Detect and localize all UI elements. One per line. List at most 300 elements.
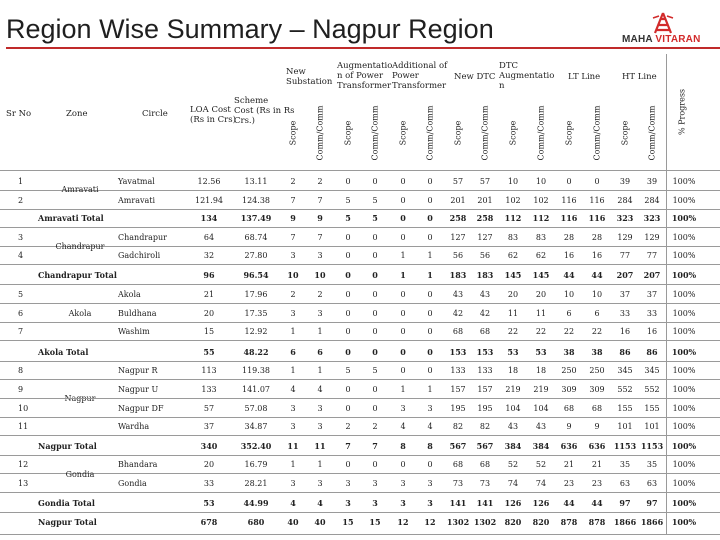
row-value: 258	[476, 213, 494, 223]
row-value: 4	[290, 498, 296, 508]
row-value: 1153	[613, 441, 637, 451]
row-value: 0	[345, 177, 351, 186]
row-value: 3	[290, 479, 296, 488]
row-scheme-cost: 16.79	[244, 460, 268, 469]
row-scheme-cost: 44.99	[243, 498, 269, 508]
row-value: 112	[504, 213, 522, 223]
row-loa-cost: 37	[203, 422, 215, 431]
row-value: 21	[563, 460, 575, 469]
row-value: 18	[535, 366, 547, 375]
row-sr-no: 1	[18, 177, 24, 186]
row-value: 16	[646, 327, 658, 336]
row-loa-cost: 134	[200, 213, 218, 223]
row-value: 250	[561, 366, 577, 375]
row-value: 127	[477, 233, 493, 242]
header-scheme-cost: Cost (Rs in Rs	[234, 106, 295, 116]
row-value: 10	[314, 270, 326, 280]
row-zone-total: Chandrapur Total	[38, 270, 117, 280]
row-value: 10	[591, 290, 603, 299]
row-divider	[0, 473, 720, 474]
row-value: 38	[563, 347, 575, 357]
row-value: 567	[476, 441, 494, 451]
row-scheme-cost: 137.49	[240, 213, 272, 223]
row-value: 101	[617, 422, 633, 431]
row-value: 0	[427, 177, 433, 186]
row-divider	[0, 322, 720, 323]
row-loa-cost: 20	[203, 309, 215, 318]
row-value: 33	[619, 309, 631, 318]
header-dtc-augmentation: Augmentatio	[499, 71, 555, 81]
row-value: 104	[533, 404, 549, 413]
header-additional-power-transformer: Additional of	[392, 61, 448, 71]
row-value: 0	[345, 327, 351, 336]
row-value: 7	[317, 233, 323, 242]
logo-text-vitaran: VITARAN	[655, 34, 701, 45]
row-value: 9	[317, 213, 323, 223]
row-value: 1	[400, 270, 406, 280]
row-value: 9	[566, 422, 572, 431]
row-value: 0	[372, 290, 378, 299]
row-value: 77	[619, 251, 631, 260]
row-value: 39	[646, 177, 658, 186]
row-circle: Bhandara	[118, 460, 158, 469]
row-value: 3	[345, 479, 351, 488]
table-bottom-rule	[0, 534, 720, 535]
row-value: 40	[314, 517, 326, 527]
row-divider	[0, 398, 720, 399]
row-value: 1	[290, 460, 296, 469]
row-loa-cost: 53	[203, 498, 215, 508]
row-value: 3	[290, 404, 296, 413]
row-circle: Washim	[118, 327, 150, 336]
row-value: 0	[372, 233, 378, 242]
row-value: 127	[450, 233, 466, 242]
row-circle: Nagpur DF	[118, 404, 164, 413]
row-value: 68	[452, 327, 464, 336]
row-value: 0	[400, 309, 406, 318]
row-value: 22	[563, 327, 575, 336]
row-value: 0	[400, 347, 406, 357]
row-value: 3	[290, 251, 296, 260]
row-value: 219	[505, 385, 521, 394]
header-scope: Scope	[453, 120, 463, 146]
row-divider	[0, 303, 720, 304]
row-value: 116	[561, 196, 577, 205]
row-value: 33	[646, 309, 658, 318]
row-value: 68	[479, 327, 491, 336]
row-value: 3	[317, 404, 323, 413]
row-progress: 100%	[672, 177, 696, 186]
row-value: 3	[427, 404, 433, 413]
header-lt-line: LT Line	[568, 72, 601, 82]
row-progress: 100%	[672, 422, 696, 431]
row-value: 3	[400, 404, 406, 413]
row-value: 4	[317, 498, 323, 508]
row-value: 0	[345, 404, 351, 413]
row-circle: Gadchiroli	[118, 251, 161, 260]
row-value: 35	[646, 460, 658, 469]
row-value: 1	[400, 385, 406, 394]
row-value: 68	[563, 404, 575, 413]
row-value: 1	[427, 385, 433, 394]
row-sr-no: 13	[18, 479, 29, 488]
header-scope: Scope	[564, 120, 574, 146]
row-value: 43	[535, 422, 547, 431]
row-value: 157	[450, 385, 466, 394]
row-value: 7	[372, 441, 378, 451]
row-value: 201	[477, 196, 493, 205]
row-zone: Akola	[68, 309, 92, 318]
header-additional-power-transformer: Power	[392, 71, 419, 81]
row-value: 2	[290, 290, 296, 299]
row-value: 183	[449, 270, 467, 280]
row-progress: 100%	[671, 441, 697, 451]
row-value: 636	[560, 441, 578, 451]
row-value: 0	[372, 270, 378, 280]
row-sr-no: 6	[18, 309, 24, 318]
row-value: 38	[591, 347, 603, 357]
row-value: 0	[400, 290, 406, 299]
header-scope: Scope	[343, 120, 353, 146]
row-loa-cost: 133	[201, 385, 217, 394]
row-scheme-cost: 57.08	[244, 404, 268, 413]
row-value: 1	[317, 366, 323, 375]
row-value: 5	[345, 196, 351, 205]
row-value: 0	[427, 233, 433, 242]
row-circle: Akola	[118, 290, 141, 299]
row-scheme-cost: 28.21	[244, 479, 268, 488]
header-augmentation-power-transformer: n of Power	[337, 71, 384, 81]
row-value: 0	[566, 177, 572, 186]
row-value: 6	[594, 309, 600, 318]
row-sr-no: 12	[18, 460, 29, 469]
header-progress: % Progress	[677, 88, 687, 136]
row-value: 104	[505, 404, 521, 413]
row-loa-cost: 12.56	[197, 177, 221, 186]
header-comm: Comm/Comm	[370, 105, 380, 161]
row-value: 145	[504, 270, 522, 280]
header-dtc-augmentation: DTC	[499, 61, 518, 71]
row-value: 3	[290, 309, 296, 318]
row-value: 345	[617, 366, 633, 375]
row-scheme-cost: 17.35	[244, 309, 268, 318]
row-sr-no: 10	[18, 404, 29, 413]
row-value: 44	[563, 498, 575, 508]
header-zone: Zone	[66, 109, 88, 119]
header-scope: Scope	[398, 120, 408, 146]
row-value: 1	[290, 366, 296, 375]
row-circle: Gondia	[118, 479, 147, 488]
row-value: 2	[372, 422, 378, 431]
row-value: 0	[427, 366, 433, 375]
row-value: 5	[345, 213, 351, 223]
row-loa-cost: 678	[200, 517, 218, 527]
row-value: 0	[427, 460, 433, 469]
row-value: 1302	[473, 517, 497, 527]
row-value: 43	[452, 290, 464, 299]
row-value: 0	[427, 347, 433, 357]
row-value: 20	[535, 290, 547, 299]
page-title: Region Wise Summary – Nagpur Region	[6, 14, 494, 44]
row-value: 86	[619, 347, 631, 357]
row-value: 3	[290, 422, 296, 431]
row-value: 62	[535, 251, 547, 260]
row-value: 10	[535, 177, 547, 186]
row-value: 39	[619, 177, 631, 186]
row-sr-no: 2	[18, 196, 24, 205]
row-value: 1866	[640, 517, 664, 527]
row-value: 129	[617, 233, 633, 242]
row-value: 63	[646, 479, 658, 488]
row-circle: Yavatmal	[118, 177, 155, 186]
row-value: 1	[427, 251, 433, 260]
row-loa-cost: 96	[203, 270, 215, 280]
row-circle: Chandrapur	[118, 233, 168, 242]
row-zone: Amravati	[61, 185, 99, 194]
header-comm: Comm/Comm	[536, 105, 546, 161]
row-value: 878	[560, 517, 578, 527]
row-value: 1	[290, 327, 296, 336]
row-value: 22	[591, 327, 603, 336]
row-value: 141	[449, 498, 467, 508]
row-value: 8	[427, 441, 433, 451]
row-value: 3	[427, 498, 433, 508]
row-value: 16	[591, 251, 603, 260]
row-value: 0	[427, 327, 433, 336]
row-divider	[0, 264, 720, 265]
row-value: 116	[588, 213, 606, 223]
row-value: 10	[563, 290, 575, 299]
row-value: 116	[589, 196, 605, 205]
row-value: 345	[644, 366, 660, 375]
row-value: 11	[287, 441, 299, 451]
row-divider	[0, 227, 720, 228]
row-value: 384	[532, 441, 550, 451]
row-zone-total: Akola Total	[38, 347, 89, 357]
row-value: 6	[290, 347, 296, 357]
row-circle: Buldhana	[118, 309, 157, 318]
row-sr-no: 3	[18, 233, 24, 242]
row-value: 2	[345, 422, 351, 431]
row-divider	[0, 492, 720, 493]
row-value: 3	[345, 498, 351, 508]
header-loa-cost: (Rs in Crs)	[190, 115, 236, 125]
row-value: 0	[400, 460, 406, 469]
row-value: 195	[477, 404, 493, 413]
row-value: 7	[345, 441, 351, 451]
logo-text-maha: MAHA	[622, 34, 653, 45]
row-value: 21	[591, 460, 603, 469]
row-value: 40	[287, 517, 299, 527]
row-value: 0	[345, 270, 351, 280]
row-zone: Chandrapur	[55, 242, 105, 251]
row-scheme-cost: 124.38	[242, 196, 270, 205]
row-loa-cost: 32	[203, 251, 215, 260]
row-value: 0	[427, 309, 433, 318]
row-value: 12	[397, 517, 409, 527]
row-value: 7	[317, 196, 323, 205]
row-value: 11	[535, 309, 547, 318]
row-value: 6	[317, 347, 323, 357]
row-value: 97	[619, 498, 631, 508]
header-new-substation: New	[286, 67, 306, 77]
row-scheme-cost: 680	[247, 517, 265, 527]
row-divider	[0, 284, 720, 285]
row-loa-cost: 57	[203, 404, 215, 413]
row-scheme-cost: 27.80	[244, 251, 268, 260]
row-progress: 100%	[672, 460, 696, 469]
row-value: 56	[452, 251, 464, 260]
header-comm: Comm/Comm	[425, 105, 435, 161]
row-value: 44	[563, 270, 575, 280]
row-value: 52	[507, 460, 519, 469]
row-value: 35	[619, 460, 631, 469]
row-value: 0	[427, 213, 433, 223]
row-value: 1	[400, 251, 406, 260]
header-additional-power-transformer: Transformer	[392, 81, 447, 91]
row-progress: 100%	[671, 270, 697, 280]
row-zone-total: Nagpur Total	[38, 517, 97, 527]
progress-divider	[666, 54, 667, 534]
row-value: 1153	[640, 441, 664, 451]
row-value: 3	[427, 479, 433, 488]
row-zone: Gondia	[65, 470, 95, 479]
row-scheme-cost: 141.07	[242, 385, 270, 394]
row-value: 2	[317, 290, 323, 299]
row-progress: 100%	[672, 233, 696, 242]
row-progress: 100%	[672, 366, 696, 375]
row-value: 23	[591, 479, 603, 488]
header-scheme-cost: Scheme	[234, 96, 269, 106]
row-loa-cost: 33	[203, 479, 215, 488]
row-sr-no: 8	[18, 366, 24, 375]
row-value: 3	[317, 422, 323, 431]
row-value: 250	[589, 366, 605, 375]
row-progress: 100%	[671, 517, 697, 527]
row-value: 42	[479, 309, 491, 318]
row-value: 126	[532, 498, 550, 508]
row-loa-cost: 55	[203, 347, 215, 357]
header-augmentation-power-transformer: Augmentatio	[337, 61, 393, 71]
row-value: 153	[449, 347, 467, 357]
row-value: 145	[532, 270, 550, 280]
row-value: 0	[372, 460, 378, 469]
row-value: 44	[591, 498, 603, 508]
header-scope: Scope	[508, 120, 518, 146]
row-value: 1	[427, 270, 433, 280]
row-sr-no: 9	[18, 385, 24, 394]
row-value: 0	[372, 177, 378, 186]
row-value: 8	[400, 441, 406, 451]
row-value: 53	[507, 347, 519, 357]
row-value: 102	[505, 196, 521, 205]
row-progress: 100%	[672, 479, 696, 488]
row-value: 83	[507, 233, 519, 242]
row-value: 10	[287, 270, 299, 280]
row-value: 219	[533, 385, 549, 394]
header-scope: Scope	[620, 120, 630, 146]
row-progress: 100%	[672, 251, 696, 260]
row-loa-cost: 340	[200, 441, 218, 451]
row-value: 0	[400, 213, 406, 223]
row-value: 28	[591, 233, 603, 242]
row-scheme-cost: 68.74	[244, 233, 268, 242]
row-value: 11	[314, 441, 326, 451]
row-value: 3	[317, 309, 323, 318]
row-value: 141	[476, 498, 494, 508]
row-value: 3	[372, 498, 378, 508]
row-value: 102	[533, 196, 549, 205]
row-progress: 100%	[672, 385, 696, 394]
row-value: 3	[317, 479, 323, 488]
row-value: 16	[563, 251, 575, 260]
row-value: 0	[372, 251, 378, 260]
header-bottom-rule	[0, 170, 720, 171]
row-value: 15	[342, 517, 354, 527]
row-value: 258	[449, 213, 467, 223]
row-value: 42	[452, 309, 464, 318]
row-value: 5	[372, 366, 378, 375]
row-loa-cost: 64	[203, 233, 215, 242]
row-value: 82	[452, 422, 464, 431]
row-value: 6	[566, 309, 572, 318]
row-divider	[0, 209, 720, 210]
row-value: 0	[372, 327, 378, 336]
row-circle: Nagpur U	[118, 385, 159, 394]
row-value: 73	[452, 479, 464, 488]
header-scope: Scope	[288, 120, 298, 146]
row-value: 73	[479, 479, 491, 488]
row-value: 68	[591, 404, 603, 413]
row-value: 3	[317, 251, 323, 260]
row-value: 3	[400, 498, 406, 508]
row-loa-cost: 121.94	[195, 196, 223, 205]
row-value: 126	[504, 498, 522, 508]
row-value: 309	[589, 385, 605, 394]
row-loa-cost: 15	[203, 327, 215, 336]
row-value: 0	[372, 404, 378, 413]
row-value: 23	[563, 479, 575, 488]
row-sr-no: 11	[18, 422, 29, 431]
row-value: 157	[477, 385, 493, 394]
row-value: 1302	[446, 517, 470, 527]
header-new-dtc: New DTC	[454, 72, 496, 82]
header-new-substation: Substation	[286, 77, 333, 87]
row-value: 1866	[613, 517, 637, 527]
row-value: 820	[532, 517, 550, 527]
row-value: 82	[479, 422, 491, 431]
row-value: 4	[427, 422, 433, 431]
row-value: 0	[594, 177, 600, 186]
row-circle: Wardha	[118, 422, 150, 431]
row-value: 0	[372, 347, 378, 357]
row-value: 20	[507, 290, 519, 299]
row-scheme-cost: 96.54	[243, 270, 269, 280]
row-divider	[0, 246, 720, 247]
row-value: 0	[372, 385, 378, 394]
row-value: 284	[644, 196, 660, 205]
row-value: 11	[507, 309, 519, 318]
header-augmentation-power-transformer: Transformer	[337, 81, 392, 91]
row-value: 68	[479, 460, 491, 469]
row-scheme-cost: 17.96	[244, 290, 268, 299]
row-progress: 100%	[671, 498, 697, 508]
row-value: 62	[507, 251, 519, 260]
row-divider	[0, 190, 720, 191]
row-progress: 100%	[672, 309, 696, 318]
row-value: 567	[449, 441, 467, 451]
row-value: 195	[450, 404, 466, 413]
